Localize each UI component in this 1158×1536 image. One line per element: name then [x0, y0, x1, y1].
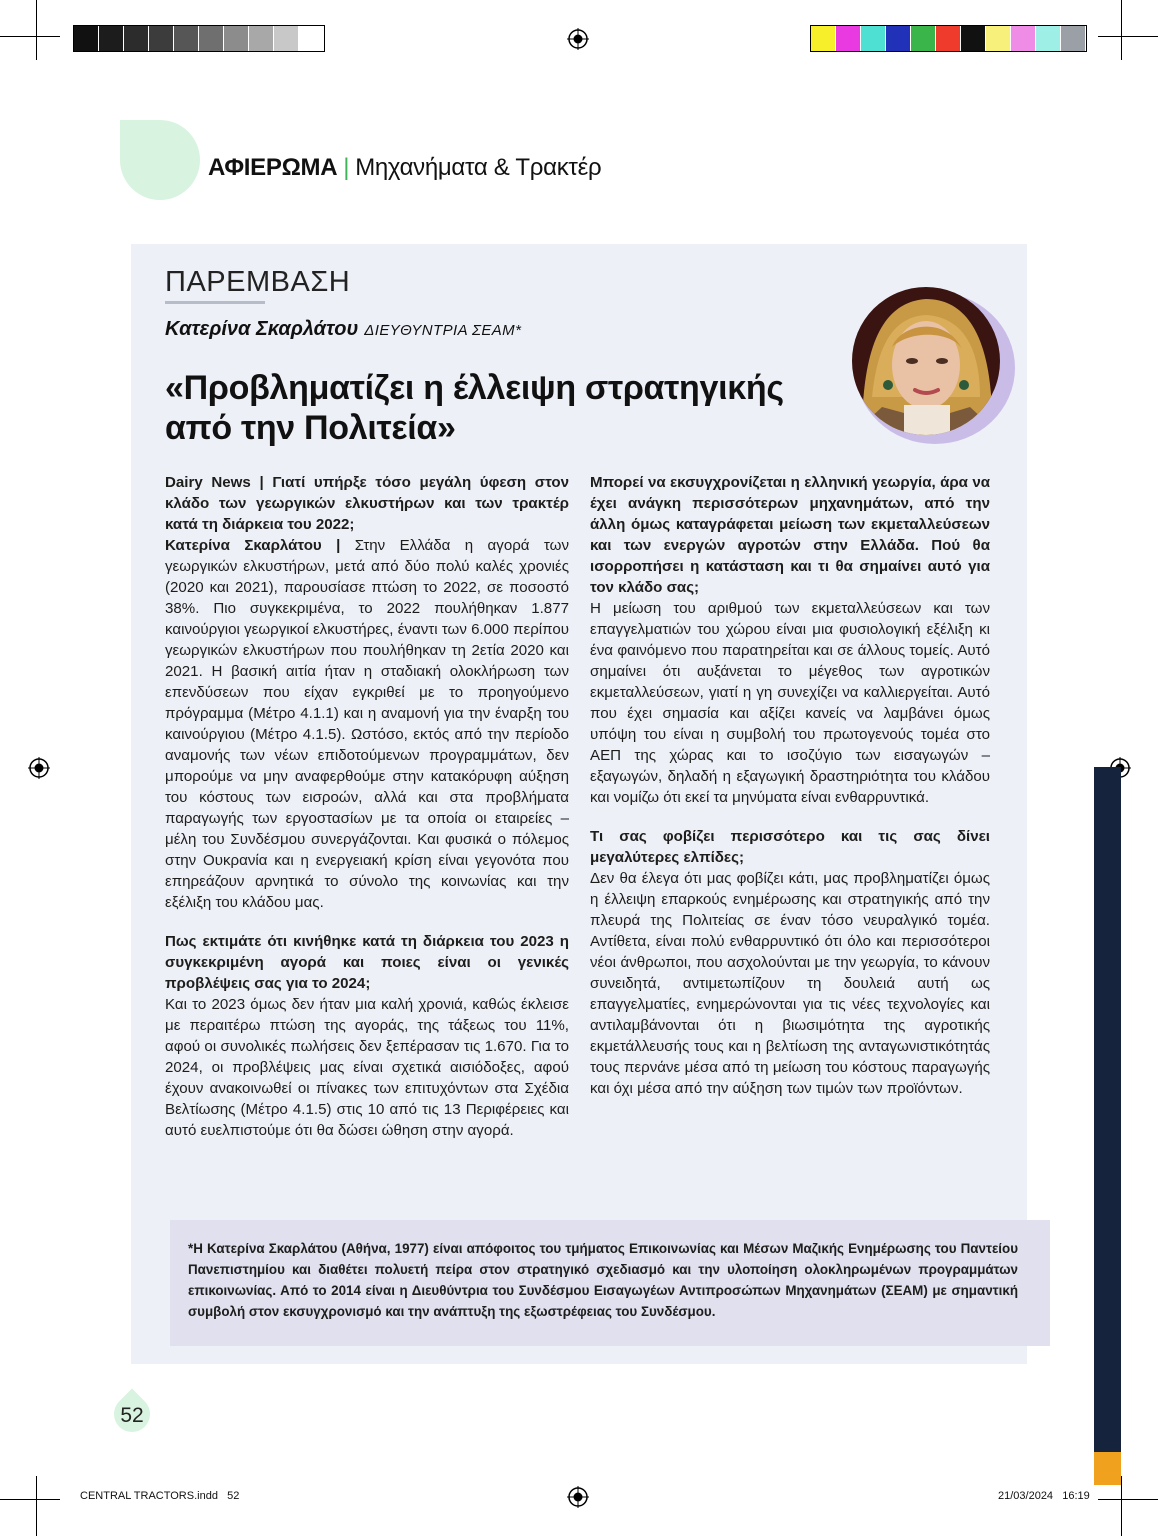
edge-strip-accent [1094, 1452, 1121, 1485]
slug-file: CENTRAL TRACTORS.indd 52 [80, 1490, 240, 1502]
registration-mark-icon [567, 28, 589, 50]
color-swatch [861, 26, 886, 51]
color-swatch [249, 26, 274, 51]
crop-mark [36, 1476, 37, 1536]
bio-footnote: *Η Κατερίνα Σκαρλάτου (Αθήνα, 1977) είναι απόφοιτος του τμήματος Επικοινωνίας και Μέσων Μαζικής Ενημέρωσης του Παντείου Πανεπιστημίου και διαθέτει πολυετή πείρα στον στρατηγικό σχεδιασμό και την υλοποίηση ολοκληρωμένων προγραμμάτων επικοινωνίας. Από το 2014 είναι η Διευθύντρια του Συνδέσμου Εισαγωγέων Αντιπροσώπων Μηχανημάτων (ΣΕΑΜ) με σημαντική συμβολή στον εκσυγχρονισμό και την ανάπτυξη της εξωστρέφειας του Συνδέσμου. [188, 1241, 1018, 1319]
slug-datetime: 21/03/2024 16:19 [998, 1490, 1090, 1502]
color-swatch [836, 26, 861, 51]
headline-line: «Προβληματίζει η έλλειψη στρατηγικής [165, 369, 784, 407]
author-name: Κατερίνα Σκαρλάτου [165, 318, 359, 340]
interview-question: Dairy News | Γιατί υπήρξε τόσο μεγάλη ύφεση στον κλάδο των γεωργικών ελκυστήρων και των τρακτέρ κατά τη διάρκεια του 2022; [165, 474, 569, 533]
color-swatch [911, 26, 936, 51]
crop-mark [0, 1499, 60, 1500]
interview-answer: Δεν θα έλεγα ότι μας φοβίζει κάτι, μας προβληματίζει όμως η έλλειψη επαρκούς ενημέρωσης και στρατηγικής από την πλευρά της Πολιτείας σε έναν τόσο νευραλγικό τομέα. Αντίθετα, είναι πολύ ενθαρρυντικό ότι όλο και περισσότεροι νέοι άνθρωποι, που ασχολούνται με την γεωργία, το κάνουν συνειδητά, αντιμετωπίζουν τη δουλειά αυτή ως επαγγελματίες, ενημερώνονται για τις νέες τεχνολογίες και αντιλαμβάνονται ότι η βιωσιμότητα της αγροτικής εκμετάλλευσής τους και η βελτίωση της ανταγωνιστικότητάς τους περνάνε μέσα από τη μείωση του κόστους παραγωγής και όχι μέσα από την αύξηση των τιμών των προϊόντων. [590, 870, 990, 1097]
section-header [208, 154, 601, 182]
crop-mark [1098, 1499, 1158, 1500]
answer-lead: Κατερίνα Σκαρλάτου | [165, 537, 341, 554]
color-swatch [99, 26, 124, 51]
registration-mark-icon [28, 757, 50, 779]
spacer [165, 913, 569, 931]
color-swatch [124, 26, 149, 51]
interview-question: Μπορεί να εκσυγχρονίζεται η ελληνική γεωργία, άρα να έχει ανάγκη περισσότερων μηχανημάτων, από την άλλη όμως καταγράφεται μείωση των εκμεταλλεύσεων και των ενεργών αγροτών στην Ελλάδα. Πού θα ισορροπήσει η κατάσταση και τι θα σημαίνει αυτό για τον κλάδο σας; [590, 474, 990, 596]
section-topic: Μηχανήματα & Τρακτέρ [355, 154, 602, 181]
color-swatch [1011, 26, 1036, 51]
page-number: 52 [120, 1404, 144, 1427]
color-swatch [961, 26, 986, 51]
color-swatch [274, 26, 299, 51]
section-separator: | [343, 154, 350, 181]
article-column-left [165, 472, 569, 1141]
section-leaf-icon [120, 120, 200, 200]
interview-answer [165, 535, 569, 913]
edge-strip [1094, 767, 1121, 1464]
article-headline [165, 368, 855, 448]
crop-mark [1121, 1476, 1122, 1536]
byline [165, 318, 521, 341]
crop-mark [36, 0, 37, 60]
crop-mark [1121, 0, 1122, 60]
color-swatch [199, 26, 224, 51]
kicker-underline [165, 301, 265, 304]
interview-answer: Η μείωση του αριθμού των εκμεταλλεύσεων και των επαγγελματιών του χώρου είναι μια φυσιολογική εξέλιξη κι ένα φαινόμενο που παρατηρείται και σε άλλους τομείς. Αυτό σημαίνει ότι αυξάνεται το μέγεθος των αγροτικών εκμεταλλεύσεων, γιατί η γη συνεχίζει να καλλιεργείται. Αυτό που έχει σημασία και αξίζει κανείς να λαμβάνει όμως υπόψη του είναι η συμβολή του πρωτογενούς τομέα στο ΑΕΠ της χώρας και το ισοζύγιο των εισαγωγών – εξαγωγών, δηλαδή η εξαγωγική δραστηριότητα του κλάδου και νομίζω ότι εκεί τα μηνύματα είναι ενθαρρυντικά. [590, 600, 990, 806]
interview-question: Πως εκτιμάτε ότι κινήθηκε κατά τη διάρκεια του 2023 η συγκεκριμένη αγορά και ποιες είναι οι γενικές προβλέψεις σας για το 2024; [165, 933, 569, 992]
grayscale-bar [73, 25, 325, 52]
article-column-right [590, 472, 990, 1099]
color-bar [810, 25, 1087, 52]
color-swatch [1036, 26, 1061, 51]
color-swatch [224, 26, 249, 51]
section-label: ΑΦΙΕΡΩΜΑ [208, 154, 338, 181]
color-swatch [74, 26, 99, 51]
color-swatch [811, 26, 836, 51]
answer-text: Στην Ελλάδα η αγορά των γεωργικών ελκυστήρων, μετά από δύο πολύ καλές χρονιές (2020 και 2021), παρουσίασε πτώση το 2022, σε ποσοστό 38%. Πιο συγκεκριμένα, το 2022 πουλήθηκαν 1.877 καινούργιοι γεωργικοί ελκυστήρες, έναντι των 6.000 περίπου γεωργικών ελκυστήρων που πουλήθηκαν τη 2ετία 2020 και 2021. Η βασική αιτία ήταν η σταδιακή ολοκλήρωση των επενδύσεων που είχαν εγκριθεί με το προηγούμενο πρόγραμμα (Μέτρο 4.1.1) και η αναμονή για την έναρξη του καινούργιου (Μέτρο 4.1.5). Ωστόσο, εκτός από την περίοδο αναμονής των νέων επιδοτούμενων προγραμμάτων, δεν μπορούμε να μην αναφερθούμε στην κατακόρυφη αύξηση του κόστους των εισροών, αλλά και στα προβλήματα παραγωγής των εργοστασίων με τα οποία οι εταιρείες – μέλη του Συνδέσμου συνεργάζονται. Και φυσικά ο πόλεμος στην Ουκρανία και η ενεργειακή κρίση είναι γεγονότα που επηρεάζουν αρνητικά το σύνολο της κοινωνίας και την εξέλιξη του κλάδου μας. [165, 537, 569, 911]
color-swatch [1061, 26, 1086, 51]
article-kicker: ΠΑΡΕΜΒΑΣΗ [165, 266, 351, 298]
registration-mark-icon [567, 1486, 589, 1508]
author-role: ΔΙΕΥΘΥΝΤΡΙΑ ΣΕΑΜ* [364, 322, 522, 339]
color-swatch [986, 26, 1011, 51]
crop-mark [0, 36, 60, 37]
crop-mark [1098, 36, 1158, 37]
author-portrait [852, 287, 1000, 435]
interview-question: Τι σας φοβίζει περισσότερο και τις σας δίνει μεγαλύτερες ελπίδες; [590, 828, 990, 866]
color-swatch [299, 26, 324, 51]
color-swatch [174, 26, 199, 51]
interview-answer: Και το 2023 όμως δεν ήταν μια καλή χρονιά, καθώς έκλεισε με περαιτέρω πτώση της αγοράς, της τάξεως του 11%, αφού οι συνολικές πωλήσεις δεν ξεπέρασαν τις 1.670. Για το 2024, οι προβλέψεις μας είναι σχετικά αισιόδοξες, αφού έχουν ανακοινωθεί οι πίνακες των επιτυχόντων στα Σχέδια Βελτίωσης (Μέτρο 4.1.5) στις 10 από τις 13 Περιφέρειες και αυτό ευελπιστούμε ότι θα δώσει ώθηση στην αγορά. [165, 996, 569, 1139]
color-swatch [886, 26, 911, 51]
color-swatch [149, 26, 174, 51]
spacer [590, 808, 990, 826]
color-swatch [936, 26, 961, 51]
headline-line: από την Πολιτεία» [165, 409, 456, 447]
